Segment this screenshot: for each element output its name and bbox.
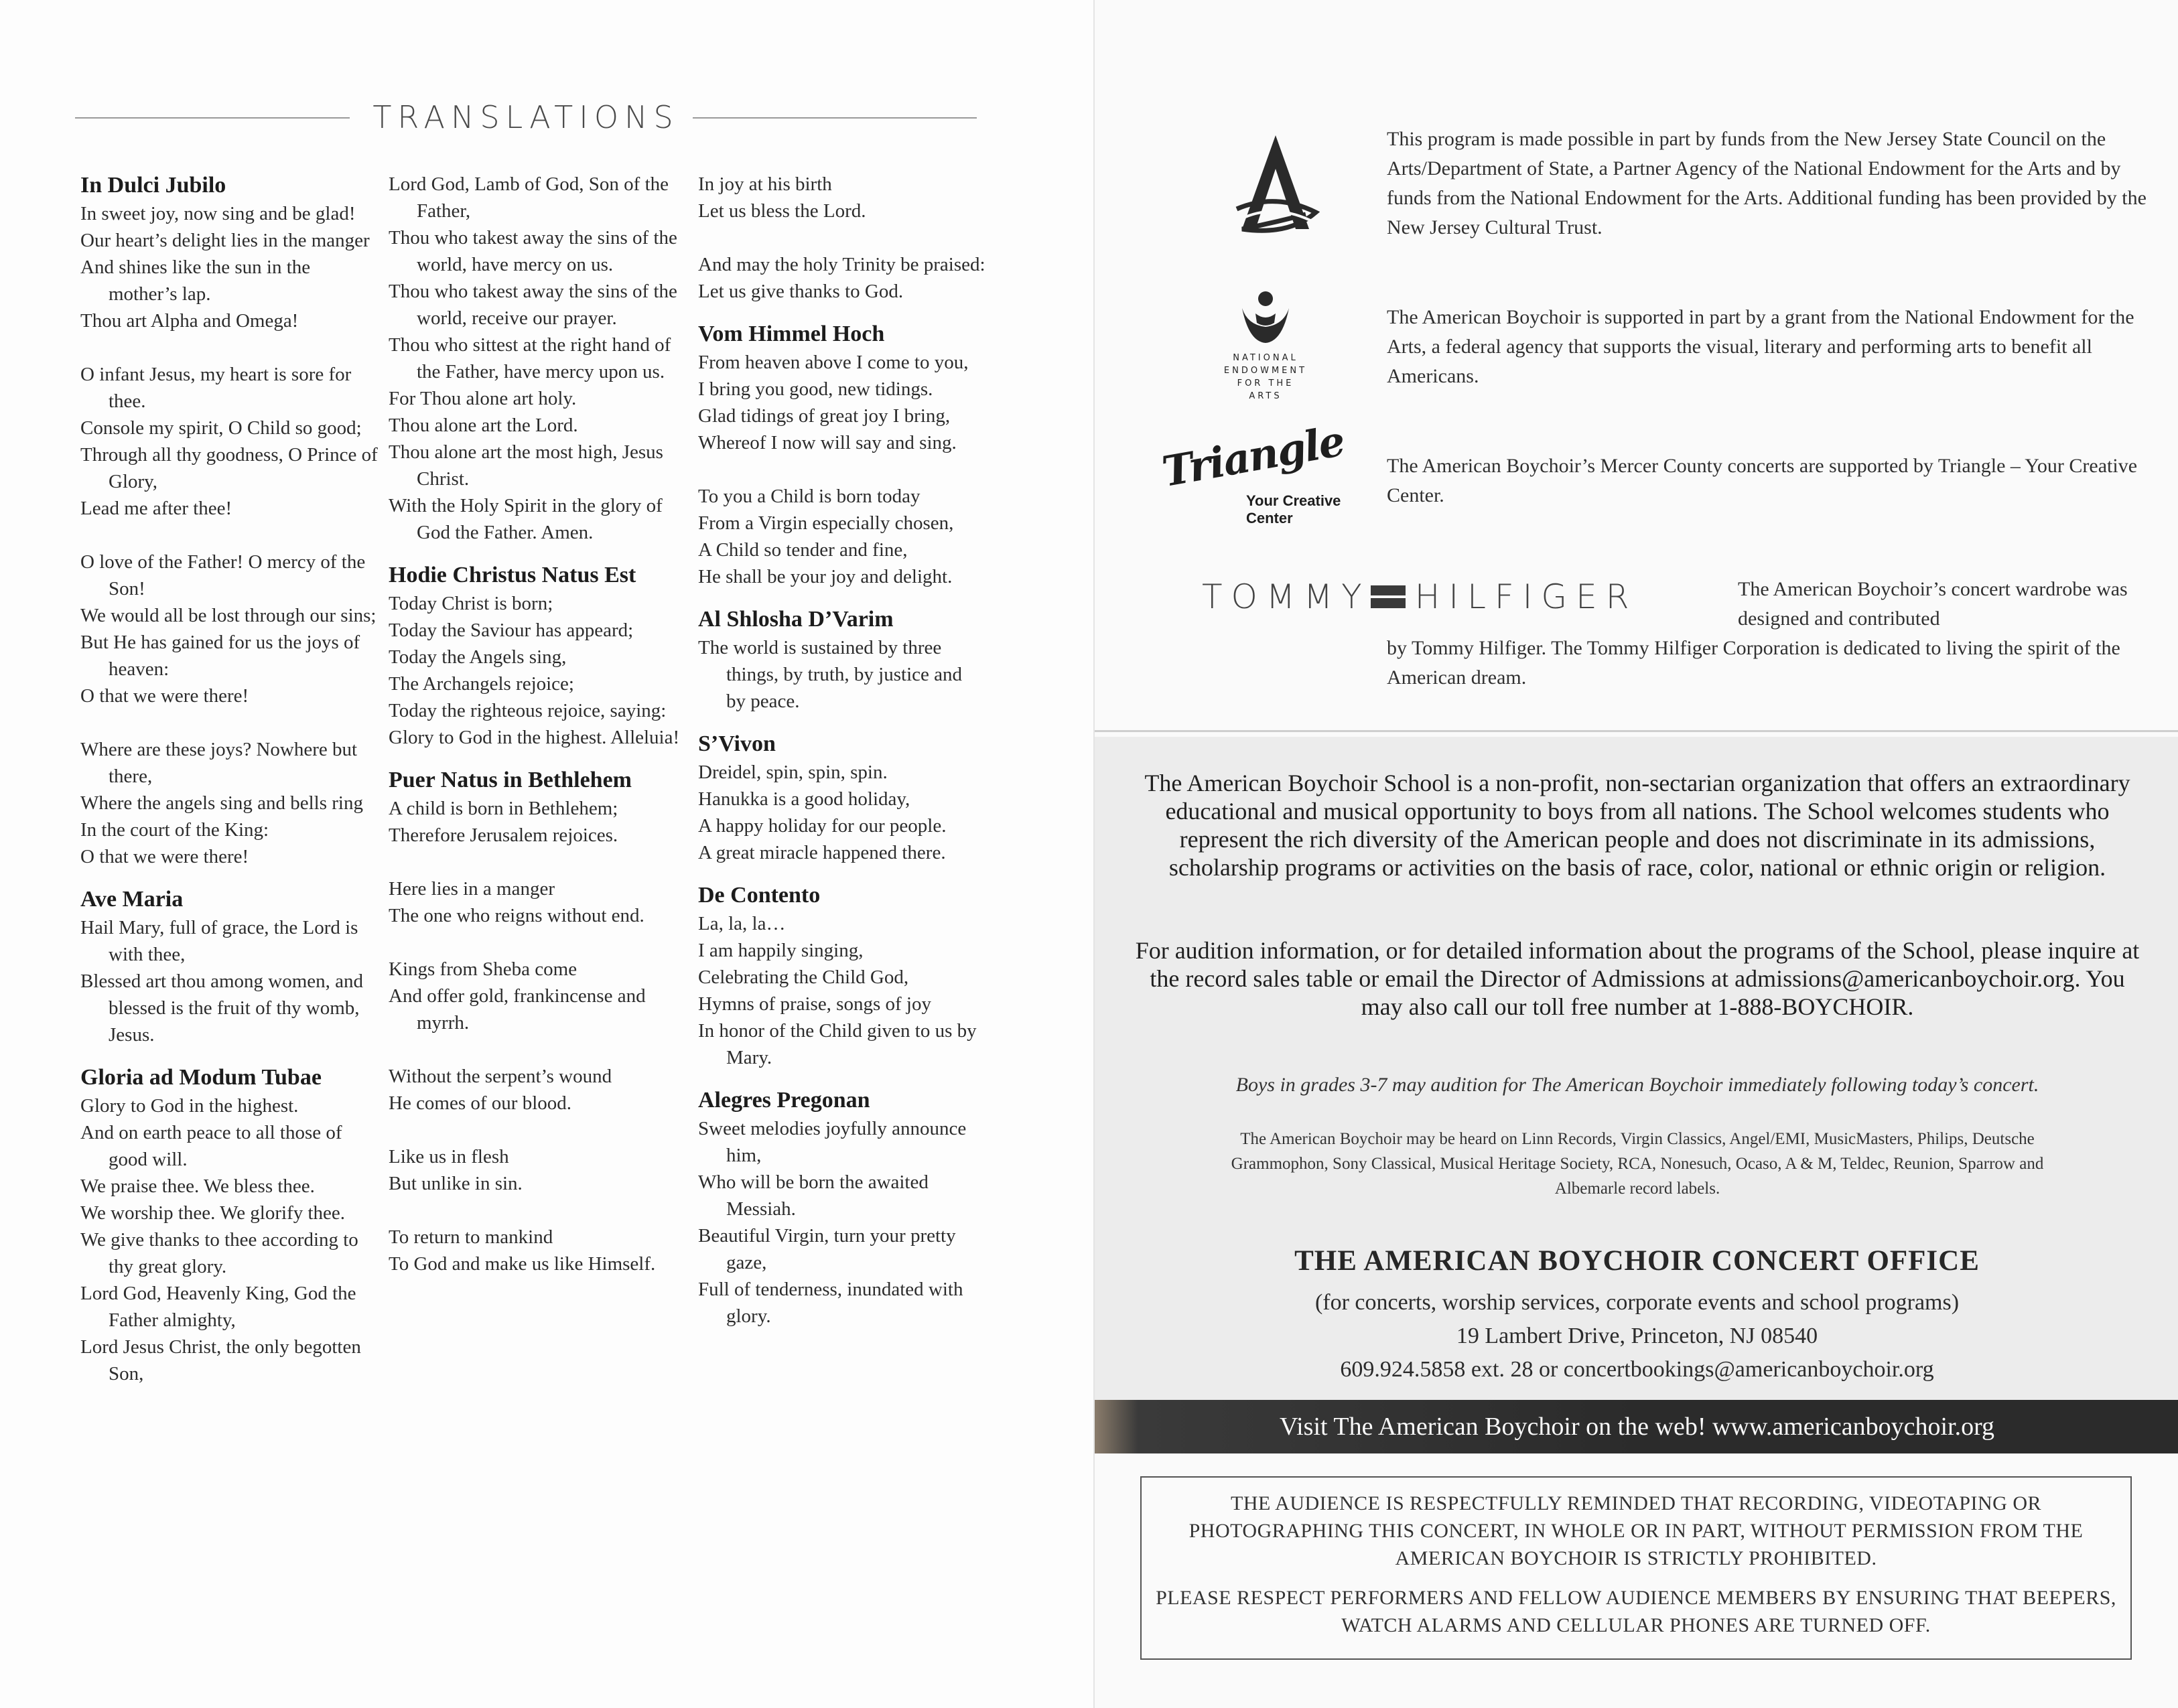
tommy-text-2: by Tommy Hilfiger. The Tommy Hilfiger Corporation is dedicated to living the spirit of the American dream. <box>1387 637 2120 689</box>
stanza <box>80 361 382 522</box>
lyric-line: In the court of the King: <box>80 819 269 841</box>
lyric-line: Glory to God in the highest. <box>80 1095 299 1117</box>
song-title: Al Shlosha D’Varim <box>698 607 894 632</box>
audition-info: For audition information, or for detailed information about the programs of the School, please inquire at the record sales table or email the Director of Admissions at admissions@americanboychoir.org. You may also call our toll free number at 1-888-BOYCHOIR. <box>1135 937 2140 1020</box>
stanza <box>698 483 986 590</box>
song-translation <box>698 605 986 715</box>
lyric-line: Thou alone art the Lord. <box>389 415 578 436</box>
lyric-line: Today the Angels sing, <box>389 646 567 668</box>
lyric-line: And offer gold, frankincense and myrrh. <box>389 985 646 1034</box>
lyric-line: A child is born in Bethlehem; <box>389 798 618 819</box>
lyric-line: Thou who takest away the sins of the world, have mercy on us. <box>389 227 677 275</box>
lyric-line: Hanukka is a good holiday, <box>698 788 910 810</box>
song-translation <box>389 766 690 1277</box>
lyric-line: We praise thee. We bless thee. <box>80 1176 315 1197</box>
lyric-line: Blessed art thou among women, and blessed is the fruit of thy womb, Jesus. <box>80 971 364 1046</box>
song-title: Alegres Pregonan <box>698 1088 870 1113</box>
website-banner: Visit The American Boychoir on the web! www.americanboychoir.org <box>1095 1400 2178 1453</box>
lyric-line: In honor of the Child given to us by Mary. <box>698 1020 977 1068</box>
lyric-line: To return to mankind <box>389 1226 553 1248</box>
song-translation <box>698 1086 986 1330</box>
lyric-line: With the Holy Spirit in the glory of God the Father. Amen. <box>389 495 663 543</box>
lyric-line: We would all be lost through our sins; <box>80 605 377 626</box>
nea-logo <box>1222 288 1309 403</box>
school-description: The American Boychoir School is a non-profit, non-sectarian organization that offers an extraordinary educational and musical opportunity to boys from all nations. The School welcomes students who represent the rich diversity of the American people and does not discriminate in its admissions, scholarship programs or activities on the basis of race, color, national or ethnic origin or religion. <box>1144 770 2130 881</box>
lyric-line: From heaven above I come to you, <box>698 352 969 373</box>
record-labels: The American Boychoir may be heard on Linn Records, Virgin Classics, Angel/EMI, MusicMasters, Philips, Deutsche Grammophon, Sony Classical, Musical Heritage Society, RCA, Nonesuch, Ocaso, A & M, Teldec, Reunion, Sparrow and Albemarle record labels. <box>1231 1130 2044 1198</box>
lyric-line: Lord God, Lamb of God, Son of the Father, <box>389 173 669 222</box>
stanza <box>389 1224 690 1277</box>
translations-column-2 <box>389 171 690 1292</box>
lyric-line: Glory to God in the highest. Alleluia! <box>389 727 680 748</box>
lyric-line: Thou art Alpha and Omega! <box>80 310 299 332</box>
lyric-line: Today Christ is born; <box>389 593 553 614</box>
lyric-line: We worship thee. We glorify thee. <box>80 1202 346 1224</box>
song-translation <box>698 881 986 1071</box>
lyric-line: Where are these joys? Nowhere but there, <box>80 739 358 787</box>
song-title: Ave Maria <box>80 887 184 912</box>
lyric-line: And shines like the sun in the mother’s lap. <box>80 257 311 305</box>
translations-column-3 <box>698 171 986 1344</box>
stanza <box>80 1092 382 1387</box>
lyric-line: But He has gained for us the joys of heaven: <box>80 632 360 680</box>
recording-notice: THE AUDIENCE IS RESPECTFULLY REMINDED THAT RECORDING, VIDEOTAPING OR PHOTOGRAPHING THIS CONCERT, IN WHOLE OR IN PART, WITHOUT PERMISSION FROM THE AMERICAN BOYCHOIR IS STRICTLY PROHIBITED. <box>1188 1492 2084 1569</box>
song-translation <box>80 885 382 1048</box>
tommy-text-1: The American Boychoir’s concert wardrobe was designed and contributed <box>1738 578 2128 630</box>
song-translation <box>389 561 690 751</box>
lyric-line: Our heart’s delight lies in the manger <box>80 230 370 251</box>
lyric-line: Let us bless the Lord. <box>698 200 866 222</box>
lyric-line: In sweet joy, now sing and be glad! <box>80 203 356 224</box>
stanza <box>80 736 382 870</box>
translations-header <box>75 99 977 146</box>
lyric-line: Thou alone art the most high, Jesus Christ. <box>389 441 663 490</box>
stanza <box>698 910 986 1071</box>
stanza <box>698 759 986 866</box>
lyric-line: A Child so tender and fine, <box>698 539 908 561</box>
lyric-line: A happy holiday for our people. <box>698 815 947 837</box>
lyric-line: Sweet melodies joyfully announce him, <box>698 1118 967 1166</box>
lyric-line: Here lies in a manger <box>389 878 555 900</box>
section-divider <box>1095 730 2178 732</box>
song-translation <box>80 1063 382 1387</box>
lyric-line: Celebrating the Child God, <box>698 967 909 988</box>
concert-office-address: 19 Lambert Drive, Princeton, NJ 08540 <box>1456 1324 1818 1348</box>
song-translation <box>389 171 690 546</box>
triangle-logo-tagline: Your Creative Center <box>1246 492 1341 526</box>
stanza <box>80 200 382 334</box>
devices-notice: PLEASE RESPECT PERFORMERS AND FELLOW AUDIENCE MEMBERS BY ENSURING THAT BEEPERS, WATCH ALARMS AND CELLULAR PHONES ARE TURNED OFF. <box>1156 1587 2116 1636</box>
lyric-line: Lord God, Heavenly King, God the Father almighty, <box>80 1283 356 1331</box>
stanza <box>80 914 382 1048</box>
concert-office-title: THE AMERICAN BOYCHOIR CONCERT OFFICE <box>1294 1245 1980 1277</box>
song-title: In Dulci Jubilo <box>80 173 226 198</box>
stanza <box>389 795 690 849</box>
flag-icon <box>1371 585 1406 608</box>
song-title: Vom Himmel Hoch <box>698 322 885 346</box>
lyric-line: Lead me after thee! <box>80 498 232 519</box>
lyric-line: Kings from Sheba come <box>389 958 577 980</box>
state-council-logo <box>1229 129 1322 246</box>
song-translation <box>698 729 986 866</box>
lyric-line: Beautiful Virgin, turn your pretty gaze, <box>698 1225 956 1273</box>
audience-notice-box <box>1140 1476 2132 1660</box>
lyric-line: Lord Jesus Christ, the only begotten Son, <box>80 1336 361 1384</box>
lyric-line: O love of the Father! O mercy of the Son! <box>80 551 366 599</box>
lyric-line: The one who reigns without end. <box>389 905 644 926</box>
lyric-line: But unlike in sin. <box>389 1173 523 1194</box>
lyric-line: He shall be your joy and delight. <box>698 566 953 587</box>
lyric-line: And may the holy Trinity be praised: <box>698 254 985 275</box>
state-council-text: This program is made possible in part by funds from the New Jersey State Council on the Arts/Department of State, a Partner Agency of the National Endowment for the Arts and by funds from the National Endowment for the Arts. Additional funding has been provided by the New Jersey Cultural Trust. <box>1387 128 2147 238</box>
info-page <box>1093 0 2178 1708</box>
lyric-line: A great miracle happened there. <box>698 842 946 863</box>
triangle-text: The American Boychoir’s Mercer County concerts are supported by Triangle – Your Creative Center. <box>1387 455 2138 506</box>
lyric-line: Thou who sittest at the right hand of the Father, have mercy upon us. <box>389 334 671 382</box>
nea-text: The American Boychoir is supported in part by a grant from the National Endowment for the Arts, a federal agency that supports the visual, literary and performing arts to benefit all Americans. <box>1387 306 2134 387</box>
song-title: Gloria ad Modum Tubae <box>80 1065 322 1090</box>
stanza <box>389 590 690 751</box>
lyric-line: O infant Jesus, my heart is sore for thee. <box>80 364 352 412</box>
translations-title: TRANSLATIONS <box>372 99 679 135</box>
stanza <box>80 549 382 709</box>
lyric-line: Without the serpent’s wound <box>389 1066 612 1087</box>
stanza <box>389 875 690 929</box>
lyric-line: Thou who takest away the sins of the world, receive our prayer. <box>389 281 677 329</box>
stanza <box>698 251 986 305</box>
lyric-line: Like us in flesh <box>389 1146 509 1167</box>
lyric-line: Today the Saviour has appeard; <box>389 620 634 641</box>
lyric-line: From a Virgin especially chosen, <box>698 512 954 534</box>
stanza <box>698 171 986 224</box>
lyric-line: Let us give thanks to God. <box>698 281 904 302</box>
nea-logo-text: NATIONAL ENDOWMENT FOR THE ARTS <box>1223 353 1308 401</box>
song-title: Puer Natus in Bethlehem <box>389 768 632 792</box>
lyric-line: Console my spirit, O Child so good; <box>80 417 362 439</box>
song-title: S’Vivon <box>698 731 776 756</box>
translations-column-1 <box>80 171 382 1402</box>
stanza <box>389 1063 690 1117</box>
lyric-line: Dreidel, spin, spin, spin. <box>698 762 888 783</box>
stanza <box>389 956 690 1036</box>
lyric-line: And on earth peace to all those of good will. <box>80 1122 342 1170</box>
song-title: Hodie Christus Natus Est <box>389 563 636 587</box>
lyric-line: The world is sustained by three things, by truth, by justice and by peace. <box>698 637 962 712</box>
triangle-logo-word: Triangle <box>1158 416 1348 496</box>
lyric-line: Who will be born the awaited Messiah. <box>698 1171 929 1220</box>
stanza <box>698 634 986 715</box>
stanza <box>698 1115 986 1330</box>
lyric-line: Today the righteous rejoice, saying: <box>389 700 667 721</box>
lyric-line: Glad tidings of great joy I bring, <box>698 405 951 427</box>
lyric-line: O that we were there! <box>80 846 249 867</box>
lyric-line: La, la, la… <box>698 913 786 934</box>
header-rule-right <box>693 117 977 119</box>
lyric-line: To you a Child is born today <box>698 486 921 507</box>
lyric-line: In joy at his birth <box>698 173 832 195</box>
song-translation <box>698 319 986 590</box>
stanza <box>698 349 986 456</box>
lyric-line: I am happily singing, <box>698 940 864 961</box>
song-translation <box>80 171 382 870</box>
lyric-line: For Thou alone art holy. <box>389 388 577 409</box>
audition-note: Boys in grades 3-7 may audition for The American Boychoir immediately following today’s concert. <box>1235 1074 2039 1096</box>
lyric-line: Hail Mary, full of grace, the Lord is with thee, <box>80 917 358 965</box>
lyric-line: He comes of our blood. <box>389 1092 572 1114</box>
lyric-line: Whereof I now will say and sing. <box>698 432 957 453</box>
lyric-line: Through all thy goodness, O Prince of Glory, <box>80 444 378 492</box>
concert-office-subtitle: (for concerts, worship services, corporate events and school programs) <box>1314 1290 1960 1315</box>
stanza <box>389 171 690 546</box>
school-info-band <box>1095 737 2178 1407</box>
lyric-line: The Archangels rejoice; <box>389 673 574 695</box>
lyric-line: To God and make us like Himself. <box>389 1253 656 1275</box>
hilfiger-logo-word: HILFIGER <box>1414 577 1638 616</box>
lyric-line: We give thanks to thee according to thy great glory. <box>80 1229 358 1277</box>
lyric-line: I bring you good, new tidings. <box>698 378 933 400</box>
tommy-logo-word: TOMMY <box>1202 577 1371 616</box>
song-translation <box>698 171 986 305</box>
concert-office-contact: 609.924.5858 ext. 28 or concertbookings@americanboychoir.org <box>1340 1357 1934 1382</box>
lyric-line: Therefore Jerusalem rejoices. <box>389 825 618 846</box>
stanza <box>389 1143 690 1197</box>
nea-emblem-icon <box>1222 288 1309 348</box>
tommy-hilfiger-logo <box>1202 577 1638 616</box>
song-title: De Contento <box>698 883 821 908</box>
triangle-logo <box>1158 416 1368 527</box>
lyric-line: Hymns of praise, songs of joy <box>698 993 931 1015</box>
lyric-line: Where the angels sing and bells ring <box>80 792 363 814</box>
lyric-line: O that we were there! <box>80 685 249 707</box>
lyric-line: Full of tenderness, inundated with glory. <box>698 1279 963 1327</box>
